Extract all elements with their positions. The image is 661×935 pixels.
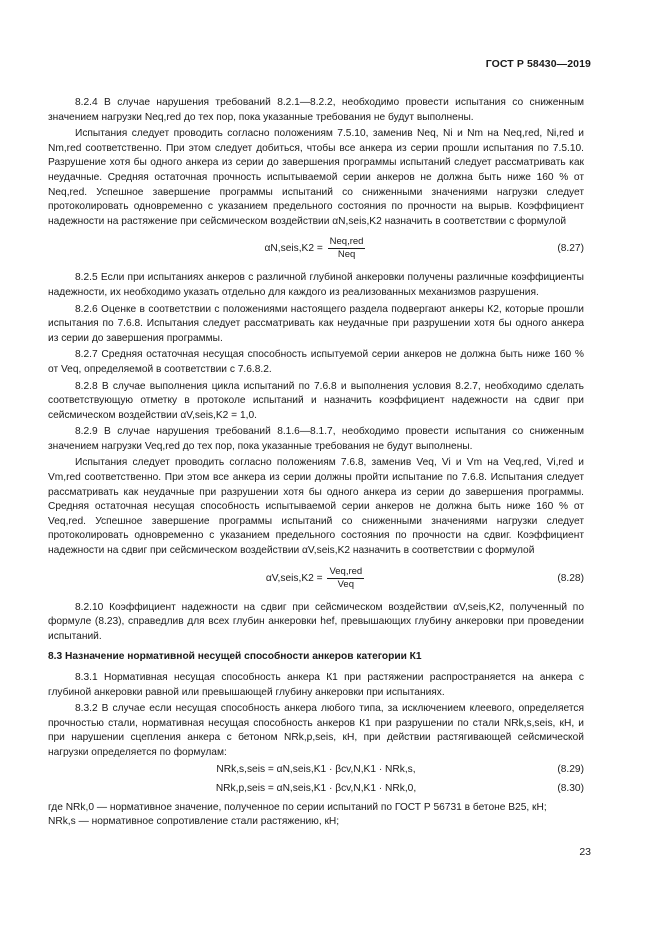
section-heading-8-3: 8.3 Назначение нормативной несущей способности анкеров категории К1 (48, 651, 422, 663)
fraction-numerator: Neq,red (329, 236, 364, 248)
document-body (48, 96, 584, 830)
where-definition-1: где NRk,0 — нормативное значение, полученное по серии испытаний по ГОСТ Р 56731 в бетоне В25, кН; (48, 801, 547, 813)
paragraph-8-2-8: 8.2.8 В случае выполнения цикла испытаний по 7.6.8 и выполнения условия 8.2.7, необходимо сделать соответствующую отметку в протоколе испытаний и назначить коэффициент надежности на сдвиг при сейсмическом воздействии αV,seis,K2 = 1,0. (48, 380, 584, 421)
formula-number: (8.29) (557, 763, 584, 775)
formula-8-28 (48, 564, 584, 592)
page-number: 23 (579, 846, 591, 858)
fraction-denominator: Veq (337, 578, 354, 590)
paragraph-8-2-4-tests: Испытания следует проводить согласно положениям 7.5.10, заменив Neq, Ni и Nm на Neq,red, Ni,red и Nm,red соответственно. При этом следует добиться, чтобы все анкера из серии прошли испытания по 7.5.10. Разрушение хотя бы одного анкера из серии до завершения программы испытаний следует рассматривать как неудачные. Средняя остаточная прочность испытываемой серии анкеров не должна быть ниже 160 % от Neq,red. Успешное завершение программы испытаний со сниженными значениями нагрузки следует протоколировать одновременно с указанием предельного состояния по прочности на вырыв. Коэффициент надежности на растяжение при сейсмическом воздействии αN,seis,K2 назначить в соответствии с формулой (48, 128, 584, 227)
formula-expression: NRk,s,seis = αN,seis,K1 · βcv,N,K1 · NRk,s, (216, 763, 416, 775)
formula-8-30 (48, 782, 584, 798)
formula-number: (8.27) (557, 243, 584, 255)
paragraph-8-2-9: 8.2.9 В случае нарушения требований 8.1.6—8.1.7, необходимо провести испытания со сниженным значением нагрузки Veq,red до тех пор, пока указанные требования не будут выполнены. (48, 426, 584, 452)
fraction (328, 236, 366, 261)
fraction-numerator: Veq,red (329, 565, 363, 577)
standard-header: ГОСТ Р 58430—2019 (485, 58, 591, 70)
formula-lhs: αV,seis,K2 = (265, 572, 323, 584)
formula-expression: NRk,p,seis = αN,seis,K1 · βcv,N,K1 · NRk,0, (215, 782, 417, 794)
paragraph-8-3-1: 8.3.1 Нормативная несущая способность анкера К1 при растяжении распространяется на анкера с глубиной анкеровки равной или превышающей глубину анкеровки при испытаниях. (48, 672, 584, 698)
formula-lhs: αN,seis,K2 = (264, 243, 323, 255)
fraction (327, 566, 364, 591)
formula-8-27 (48, 234, 584, 262)
paragraph-8-2-10: 8.2.10 Коэффициент надежности на сдвиг при сейсмическом воздействии αV,seis,K2, полученный по формуле (8.23), справедлив для всех глубин анкеровки hef, превышающих глубину анкеровки при проведении испытаний. (48, 601, 584, 642)
paragraph-8-2-7: 8.2.7 Средняя остаточная несущая способность испытуемой серии анкеров не должна быть ниже 160 % от Veq, определяемой в соответствии с 7.6.8.2. (48, 349, 584, 375)
paragraph-8-3-2: 8.3.2 В случае если несущая способность анкера любого типа, за исключением клеевого, определяется прочностью стали, нормативная несущая способность анкеров К1 при разрушении по стали NRk,s,seis, кН, и при нарушении сцепления анкера с бетоном NRk,p,seis, кН, при действии растягивающей сейсмической нагрузки определяется по формулам: (48, 703, 584, 758)
formula-number: (8.30) (557, 782, 584, 794)
formula-number: (8.28) (557, 572, 584, 584)
paragraph-8-2-5: 8.2.5 Если при испытаниях анкеров с различной глубиной анкеровки получены различные коэффициенты надежности, их необходимо указать отдельно для каждого из реализованных механизмов разрушения. (48, 272, 584, 298)
formula-8-29 (48, 763, 584, 779)
fraction-denominator: Neq (337, 249, 356, 261)
paragraph-8-2-9-tests: Испытания следует проводить согласно положениям 7.6.8, заменив Veq, Vi и Vm на Veq,red, Vi,red и Vm,red соответственно. При этом все анкера из серии должны пройти испытание по 7.6.8. Испытания следует рассматривать как неудачные при разрушении хотя бы одного анкера из серии до завершения программы. Средняя остаточная несущая способность испытываемой серии анкеров не должна быть ниже 160 % от Veq,red. Успешное завершение программы испытаний со сниженными значениями нагрузки следует протоколировать одновременно с указанием предельного состояния по прочности на сдвиг. Коэффициент надежности на сдвиг при сейсмическом воздействии αV,seis,K2 назначить в соответствии с формулой (48, 457, 584, 557)
where-definition-2: NRk,s — нормативное сопротивление стали растяжению, кН; (48, 816, 340, 828)
paragraph-8-2-6: 8.2.6 Оценке в соответствии с положениями настоящего раздела подвергают анкеры К2, которые прошли испытания по 7.6.8. Испытания следует рассматривать как неудачные при разрушении хотя бы одного анкера из серии до завершения программы. (48, 303, 584, 344)
paragraph-8-2-4: 8.2.4 В случае нарушения требований 8.2.1—8.2.2, необходимо провести испытания со сниженным значением нагрузки Neq,red до тех пор, пока указанные требования не будут выполнены. (48, 97, 584, 123)
